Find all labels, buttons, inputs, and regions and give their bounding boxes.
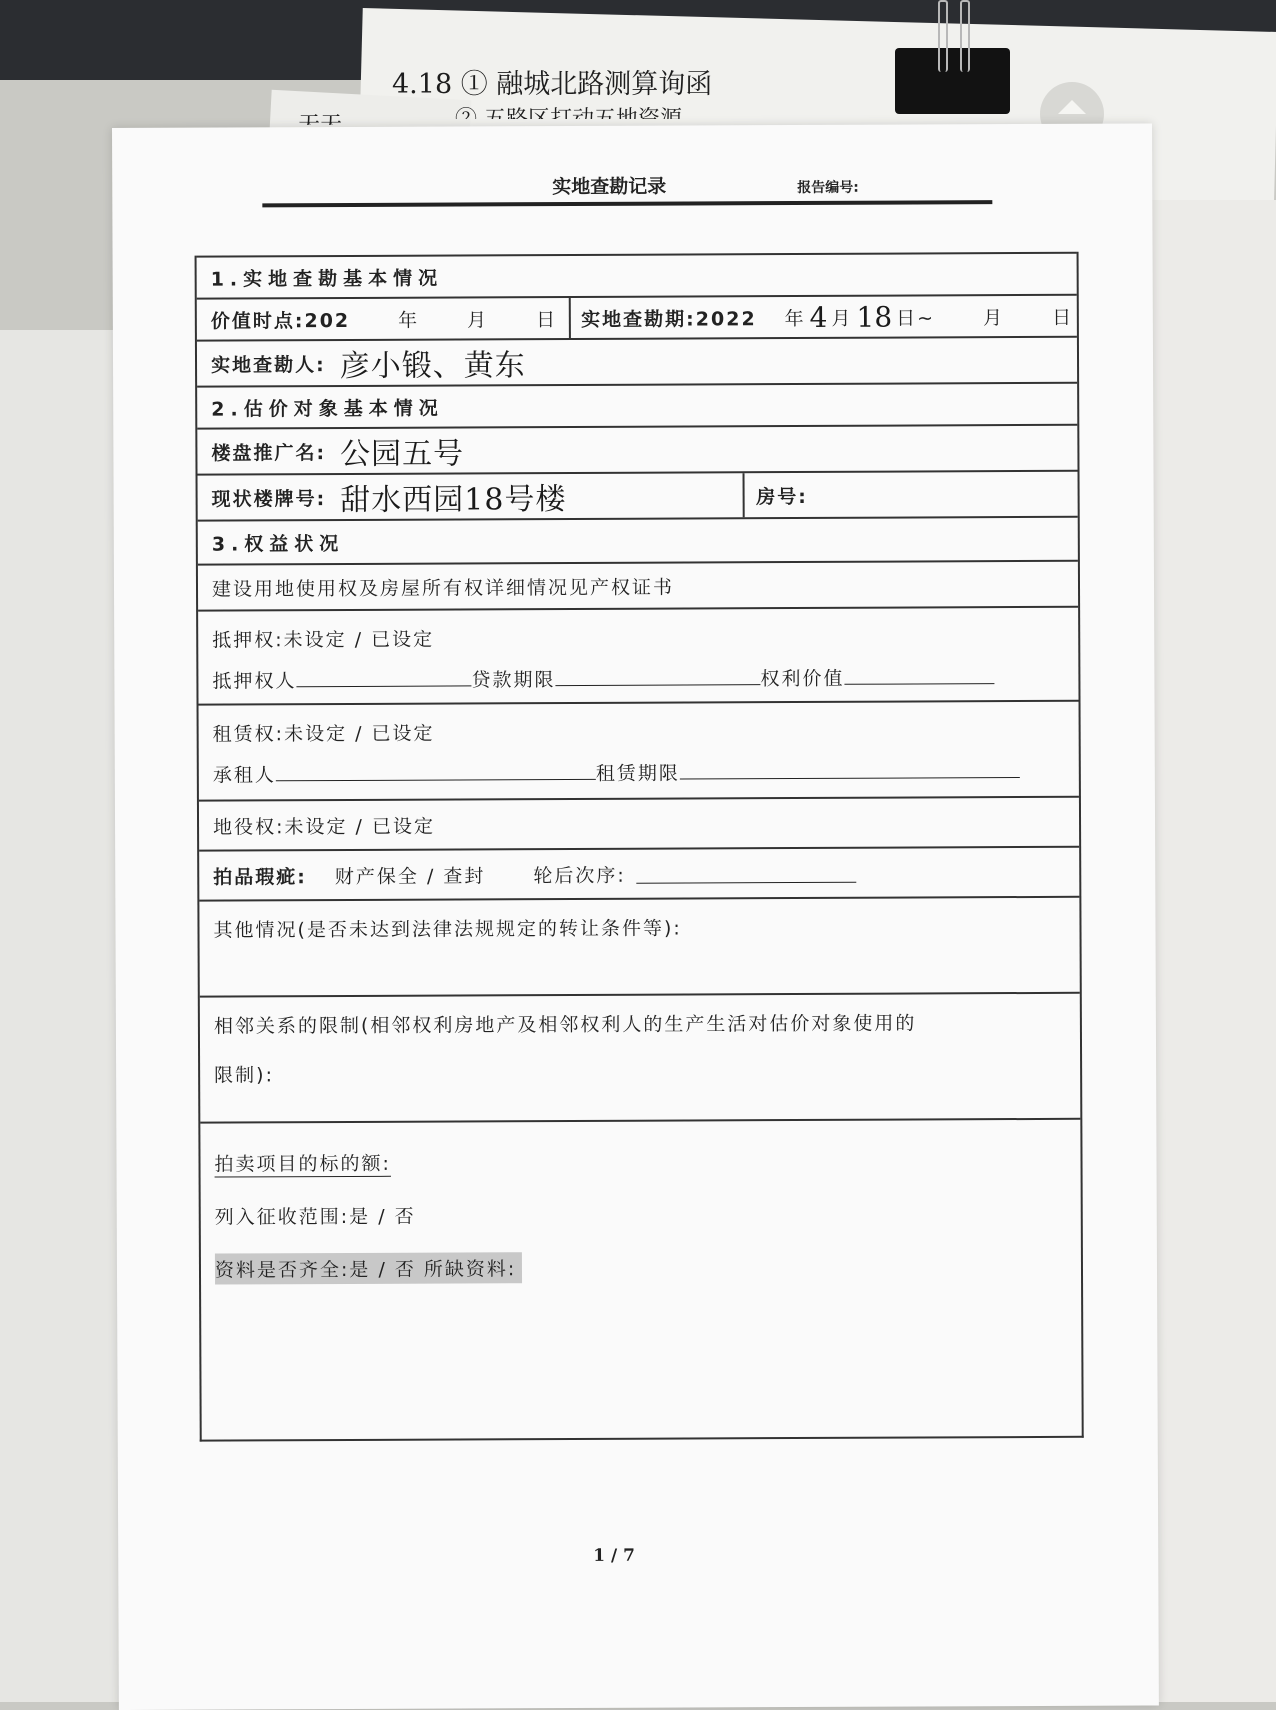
room-no-label: 房号: [756,485,808,508]
adjacent-row [200,992,1081,1122]
section-1-title: 1.实地查勘基本情况 [210,267,444,291]
page-number: 1 / 7 [593,1545,635,1566]
survey-month: 月 [831,307,853,330]
building-row [198,470,1078,520]
easement-status: 地役权:未设定 / 已设定 [213,815,435,839]
loan-term-label: 贷款期限 [471,669,556,692]
survey-form-sheet [112,123,1159,1710]
binder-clip-wire [960,0,970,72]
building-no-label: 现状楼牌号: [211,487,327,511]
lease-status: 租赁权:未设定 / 已设定 [212,722,435,746]
lease-term-blank [680,759,1020,779]
survey-month-value: 4 [809,300,828,334]
section-2-heading [197,382,1077,428]
survey-form-table [195,252,1084,1442]
defect-row [199,846,1079,900]
lessee-blank [276,761,596,781]
mortgagee-blank [296,667,471,687]
auction-row [200,1118,1081,1440]
binder-clip-wire [938,0,948,72]
project-name-value: 公园五号 [339,436,465,473]
project-name-label: 楼盘推广名: [211,441,327,465]
documents-label: 资料是否齐全:是 / 否 所缺资料: [215,1252,522,1284]
mortgage-status: 抵押权:未设定 / 已设定 [212,628,435,652]
page-header [262,164,992,207]
section-1-heading [197,252,1077,298]
expropriation-label: 列入征收范围:是 / 否 [214,1205,416,1229]
other-row [199,896,1079,996]
right-value-blank [844,665,994,685]
surveyor-label: 实地查勘人: [210,353,326,377]
rotation-blank [636,863,856,883]
value-month: 月 [467,308,489,331]
handwritten-note-1: 4.18 ① 融城北路测算询函 [392,69,713,100]
other-label: 其他情况(是否未达到法律法规规定的转让条件等): [213,917,682,942]
value-year: 年 [398,309,420,332]
section-3-heading [198,516,1078,564]
page-title: 实地查勘记录 [552,175,667,199]
mortgage-row [198,606,1078,704]
binder-clip [895,48,1010,114]
building-no-value: 甜水西园18号楼 [340,482,567,519]
defect-label: 拍品瑕疵: [213,865,307,889]
lease-row [199,700,1079,800]
auction-amount-label: 拍卖项目的标的额: [214,1152,391,1176]
land-rights-text: 建设用地使用权及房屋所有权详细情况见产权证书 [211,576,675,601]
lease-term-label: 租赁期限 [595,762,680,785]
survey-date-label: 实地查勘期:2022 [581,307,757,331]
lessee-label: 承租人 [212,764,276,787]
report-number-label: 报告编号: [797,179,859,197]
value-day: 日 [536,308,558,331]
survey-day-tilde: 日~ [896,306,936,330]
defect-options: 财产保全 / 查封 [334,864,486,888]
survey-year: 年 [784,307,806,330]
survey-end-month: 月 [983,306,1005,329]
surveyor-value: 彦小锻、黄东 [339,348,526,385]
section-3-title: 3.权益状况 [211,532,345,556]
surveyor-row [197,336,1077,386]
section-2-title: 2.估价对象基本情况 [211,397,444,421]
adjacent-label-2: 限制): [214,1064,275,1087]
land-rights-row [198,560,1078,610]
rotation-label: 轮后次序: [533,864,626,887]
easement-row [199,796,1079,850]
survey-day-value: 18 [856,300,893,334]
right-value-label: 权利价值 [760,667,845,691]
survey-end-day: 日 [1052,306,1074,329]
loan-term-blank [555,666,760,686]
mortgagee-label: 抵押权人 [212,670,297,693]
value-date-label: 价值时点:202 [210,309,351,333]
adjacent-label-1: 相邻关系的限制(相邻权利房地产及相邻权利人的生产生活对估价对象使用的 [213,1012,917,1038]
date-row [197,294,1077,340]
project-name-row [197,424,1077,474]
